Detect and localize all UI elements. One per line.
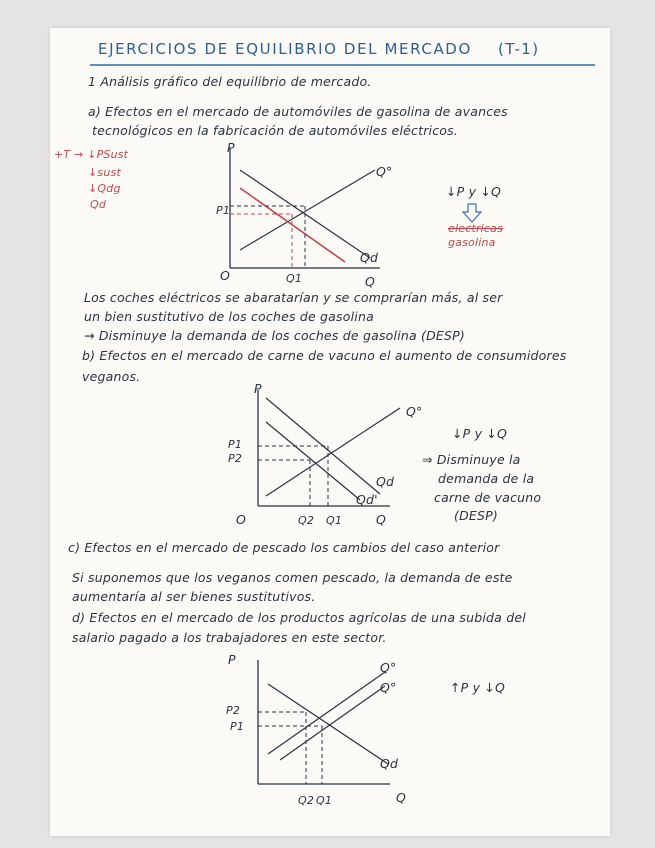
graph-a-label-qd: Qd — [360, 250, 379, 265]
graph-d-label-qd: Qd — [380, 756, 399, 771]
a-side-note-4: Qd — [90, 198, 107, 211]
b-result: ↓P y ↓Q — [452, 426, 508, 441]
b-note-2: demanda de la — [438, 471, 535, 486]
a-result-note-2: gasolina — [448, 236, 496, 249]
d-heading-2: salario pagado a los trabajadores en este sector. — [72, 630, 387, 645]
graph-d-supply-new — [280, 686, 385, 760]
graph-b-demand-new — [266, 422, 360, 500]
b-note-3: carne de vacuno — [434, 490, 542, 505]
c-heading: c) Efectos en el mercado de pescado los cambios del caso anterior — [68, 540, 500, 555]
d-result: ↑P y ↓Q — [450, 680, 506, 695]
graph-d-label-qo: Q° — [380, 680, 397, 695]
page-title-tag: (T-1) — [498, 40, 540, 58]
a-side-note-2: ↓sust — [88, 166, 121, 179]
graph-d-label-q2: Q2 — [298, 794, 315, 807]
a-heading-2: tecnológicos en la fabricación de automóviles eléctricos. — [92, 123, 459, 138]
graph-b-axis-p: P — [254, 381, 262, 396]
graph-b-label-p1: P1 — [228, 438, 243, 451]
a-result-note-1: electricas — [448, 222, 504, 235]
graph-d-axis-q: Q — [396, 790, 407, 805]
graph-b-label-p2: P2 — [228, 452, 243, 465]
a-text-2: un bien sustitutivo de los coches de gasolina — [84, 309, 374, 324]
graph-a-label-q1: Q1 — [286, 272, 303, 285]
graph-d-label-qo2: Q° — [380, 660, 397, 675]
graph-b-label-qd2: Qd' — [356, 492, 378, 507]
graph-a-supply — [240, 170, 375, 250]
graph-d-label-p1: P1 — [230, 720, 245, 733]
graph-b-label-qd: Qd — [376, 474, 395, 489]
a-text-1: Los coches eléctricos se abaratarían y se comprarían más, al ser — [84, 290, 503, 305]
graph-b-label-qo: Q° — [406, 404, 423, 419]
graph-d-supply — [268, 672, 385, 754]
graph-a-label-qo: Q° — [376, 164, 393, 179]
graph-b — [240, 386, 420, 516]
graph-d — [240, 656, 410, 796]
b-note-1: ⇒ Disminuye la — [422, 452, 521, 467]
a-heading-1: a) Efectos en el mercado de automóviles de gasolina de avances — [88, 104, 508, 119]
page-title: EJERCICIOS DE EQUILIBRIO DEL MERCADO — [98, 40, 472, 58]
b-note-4: (DESP) — [454, 508, 498, 523]
graph-b-label-q1: Q1 — [326, 514, 343, 527]
graph-d-label-q1: Q1 — [316, 794, 333, 807]
notebook-page — [50, 28, 610, 836]
b-heading-2: veganos. — [82, 369, 141, 384]
a-result: ↓P y ↓Q — [446, 184, 502, 199]
graph-d-axis-p: P — [228, 652, 236, 667]
graph-a-axis-q: Q — [365, 274, 376, 289]
title-underline — [90, 64, 595, 66]
graph-b-axis-q: Q — [376, 512, 387, 527]
down-arrow-icon — [462, 204, 482, 224]
graph-a-axis-p: P — [227, 140, 235, 155]
b-heading-1: b) Efectos en el mercado de carne de vacuno el aumento de consumidores — [82, 348, 567, 363]
c-text-1: Si suponemos que los veganos comen pescado, la demanda de este — [72, 570, 513, 585]
a-text-3: → Disminuye la demanda de los coches de gasolina (DESP) — [84, 328, 465, 343]
c-text-2: aumentaría al ser bienes sustitutivos. — [72, 589, 316, 604]
a-side-note-3: ↓Qdg — [88, 182, 121, 195]
a-side-note-1: +T → ↓PSust — [54, 148, 129, 161]
graph-b-origin: O — [236, 512, 247, 527]
graph-b-label-q2: Q2 — [298, 514, 315, 527]
graph-d-label-p2: P2 — [226, 704, 241, 717]
section-heading: 1 Análisis gráfico del equilibrio de mercado. — [88, 74, 372, 89]
graph-a-label-p1: P1 — [216, 204, 231, 217]
graph-a-origin: O — [220, 268, 231, 283]
d-heading-1: d) Efectos en el mercado de los productos agrícolas de una subida del — [72, 610, 526, 625]
